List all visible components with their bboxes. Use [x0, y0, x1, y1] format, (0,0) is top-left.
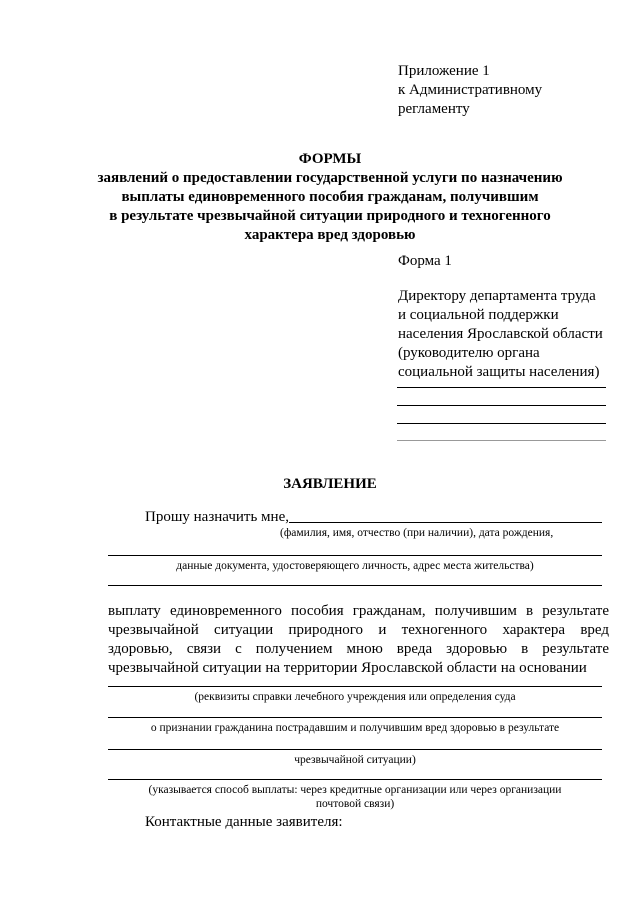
emergency-blank-line[interactable]: [108, 749, 602, 750]
form-label: Форма 1: [398, 253, 452, 269]
addressee-blank-line[interactable]: [397, 405, 606, 406]
payment-blank-line[interactable]: [108, 779, 602, 780]
name-blank-line[interactable]: [289, 522, 602, 523]
title-line: в результате чрезвычайной ситуации природного и техногенного: [109, 208, 551, 224]
hint-document: данные документа, удостоверяющего личность, адрес места жительства): [176, 560, 534, 572]
appendix-line: Приложение 1: [398, 63, 490, 79]
document-blank-line[interactable]: [108, 585, 602, 586]
hint-emergency: чрезвычайной ситуации): [294, 754, 416, 766]
hint-name: (фамилия, имя, отчество (при наличии), дата рождения,: [280, 527, 554, 539]
hint-certificate: (реквизиты справки лечебного учреждения или определения суда: [194, 691, 516, 703]
title-line: выплаты единовременного пособия гражданам, получившим: [121, 189, 539, 205]
hint-payment-line: (указывается способ выплаты: через кредитные организации или через организации: [148, 784, 562, 796]
title-heading: ФОРМЫ: [298, 151, 362, 167]
statement-body: [108, 602, 609, 678]
request-text: Прошу назначить мне,: [145, 509, 289, 525]
addressee-line: и социальной поддержки: [398, 307, 559, 323]
addressee-line: населения Ярославской области: [398, 326, 603, 342]
body-line: здоровью, связи с получением мною вреда здоровью в результате: [108, 641, 609, 657]
title-line: заявлений о предоставлении государственной услуги по назначению: [97, 170, 563, 186]
hint-recognition: о признании гражданина пострадавшим и получившим вред здоровью в результате: [150, 722, 560, 734]
body-line: чрезвычайной ситуации природного и техногенного характера вред: [108, 622, 609, 638]
recognition-blank-line[interactable]: [108, 717, 602, 718]
addressee-block: [398, 287, 628, 382]
appendix-block: [398, 62, 628, 119]
contacts-label: Контактные данные заявителя:: [145, 814, 343, 830]
addressee-blank-line[interactable]: [397, 387, 606, 388]
name-continuation-line[interactable]: [108, 555, 602, 556]
addressee-line: социальной защиты населения): [398, 364, 600, 380]
addressee-line: (руководителю органа: [398, 345, 540, 361]
statement-heading: ЗАЯВЛЕНИЕ: [283, 476, 377, 492]
title-line: характера вред здоровью: [244, 227, 416, 243]
certificate-blank-line[interactable]: [108, 686, 602, 687]
body-line: чрезвычайной ситуации на территории Ярославской области на основании: [108, 660, 587, 676]
addressee-blank-line[interactable]: [397, 440, 606, 441]
document-title: [40, 150, 620, 245]
addressee-blank-line[interactable]: [397, 423, 606, 424]
addressee-line: Директору департамента труда: [398, 288, 596, 304]
hint-payment: [108, 783, 602, 811]
appendix-line: к Административному: [398, 82, 543, 98]
appendix-line: регламенту: [398, 101, 470, 117]
hint-payment-line: почтовой связи): [315, 798, 395, 810]
body-line: выплату единовременного пособия гражданам, получившим в результате: [108, 603, 609, 619]
